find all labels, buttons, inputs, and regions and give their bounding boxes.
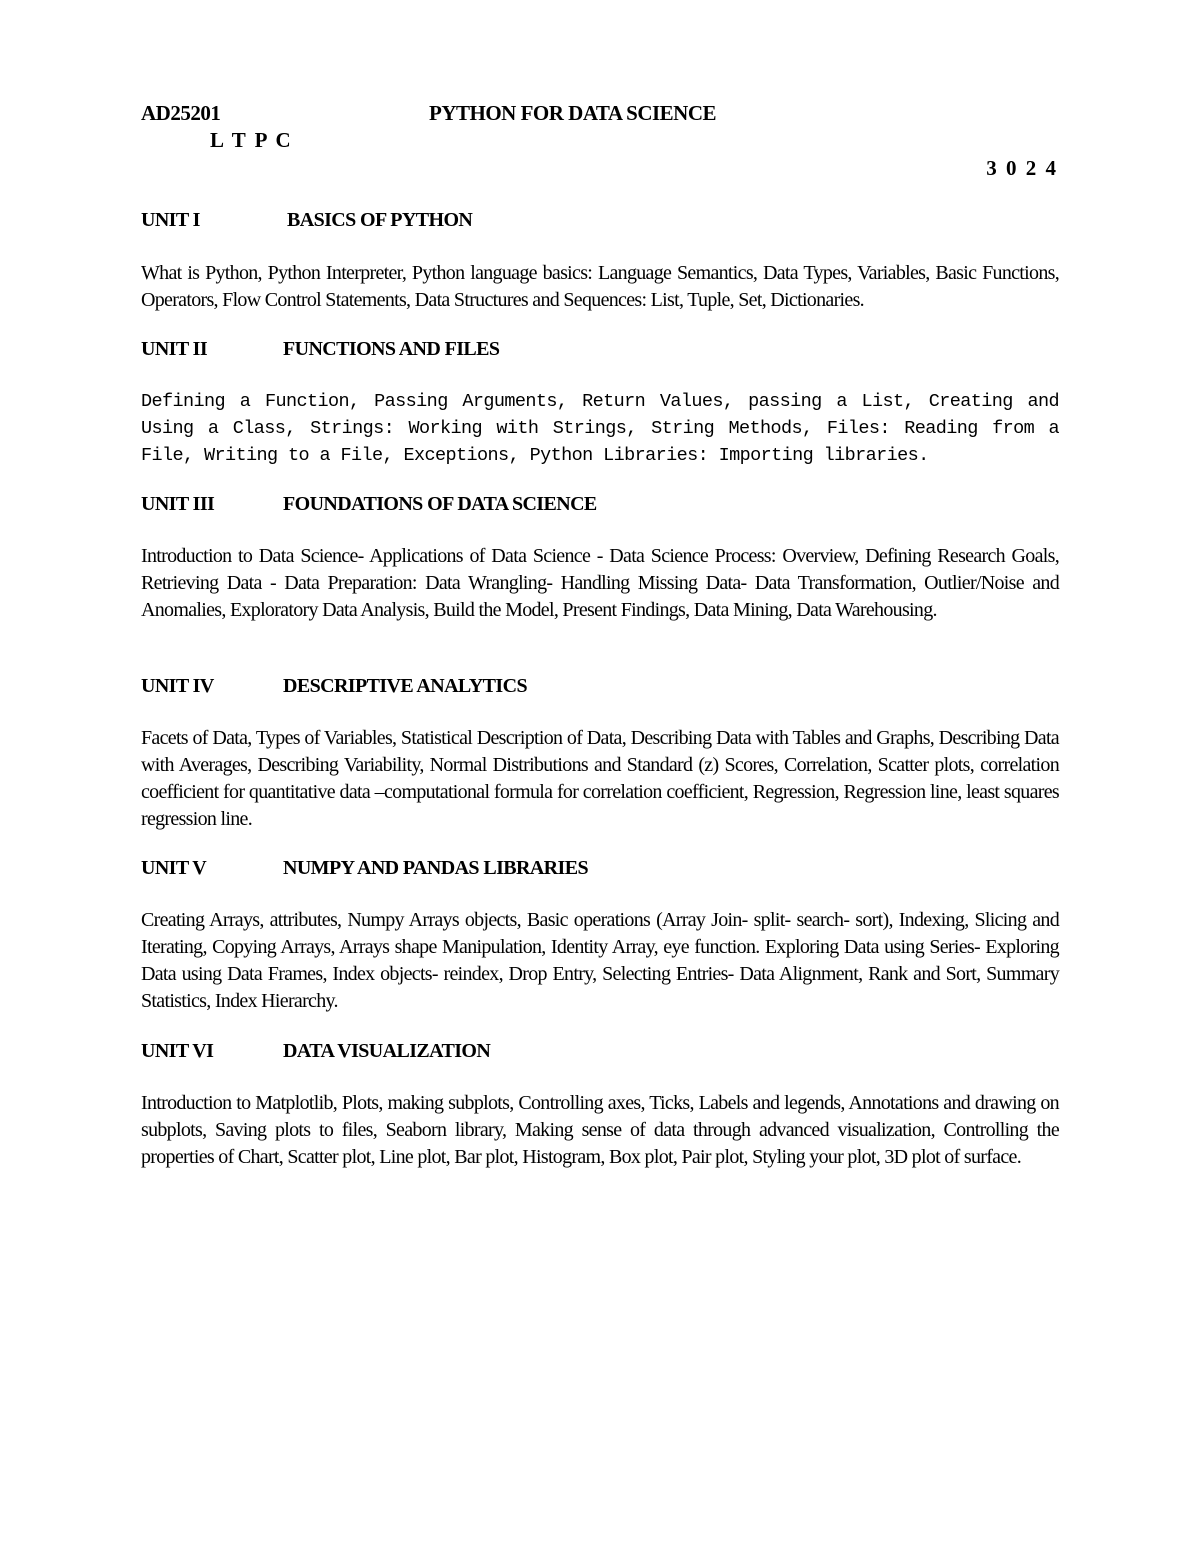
unit-1-content: What is Python, Python Interpreter, Python language basics: Language Semantics, Data Types, Variables, Basic Functions, Operators, Flow Control Statements, Data Structures and Sequences: List, Tuple, Set, Dictionaries. bbox=[141, 262, 1059, 311]
unit-3-heading bbox=[141, 493, 597, 516]
unit-2-content: Defining a Function, Passing Arguments, Return Values, passing a List, Creating and Using a Class, Strings: Working with Strings, String Methods, Files: Reading from a File, Writing to a File, Exceptions, Python Libraries: Importing libraries. bbox=[141, 391, 1059, 466]
unit-4-title: DESCRIPTIVE ANALYTICS bbox=[283, 675, 527, 697]
unit-2-heading bbox=[141, 338, 499, 361]
course-code: AD25201 bbox=[141, 101, 221, 125]
unit-3-content: Introduction to Data Science- Applications of Data Science - Data Science Process: Overview, Defining Research Goals, Retrieving Data - Data Preparation: Data Wrangling- Handling Missing Data- Data Transformation, Outlier/Noise and Anomalies, Exploratory Data Analysis, Build the Model, Present Findings, Data Mining, Data Warehousing. bbox=[141, 545, 1059, 621]
unit-2-number: UNIT II bbox=[141, 338, 208, 360]
unit-3-number: UNIT III bbox=[141, 493, 215, 515]
ltpc-label: L T P C bbox=[210, 128, 293, 152]
unit-6-number: UNIT VI bbox=[141, 1040, 214, 1062]
unit-5-heading bbox=[141, 857, 588, 880]
ltpc-values: 3 0 2 4 bbox=[986, 156, 1058, 180]
unit-4-content: Facets of Data, Types of Variables, Statistical Description of Data, Describing Data with Tables and Graphs, Describing Data with Averages, Describing Variability, Normal Distributions and Standard (z) Scores, Correlation, Scatter plots, correlation coefficient for quantitative data –computational formula for correlation coefficient, Regression, Regression line, least squares regression line. bbox=[141, 727, 1059, 830]
unit-5-content: Creating Arrays, attributes, Numpy Arrays objects, Basic operations (Array Join- split- search- sort), Indexing, Slicing and Iterating, Copying Arrays, Arrays shape Manipulation, Identity Array, eye function. Exploring Data using Series- Exploring Data using Data Frames, Index objects- reindex, Drop Entry, Selecting Entries- Data Alignment, Rank and Sort, Summary Statistics, Index Hierarchy. bbox=[141, 909, 1059, 1012]
unit-6-heading bbox=[141, 1040, 490, 1063]
unit-1-number: UNIT I bbox=[141, 209, 200, 231]
unit-3-title: FOUNDATIONS OF DATA SCIENCE bbox=[283, 493, 597, 515]
course-title: PYTHON FOR DATA SCIENCE bbox=[429, 101, 717, 125]
unit-4-heading bbox=[141, 675, 527, 698]
unit-1-title: BASICS OF PYTHON bbox=[287, 209, 473, 231]
unit-1-heading bbox=[141, 209, 472, 232]
unit-2-title: FUNCTIONS AND FILES bbox=[283, 338, 500, 360]
unit-5-number: UNIT V bbox=[141, 857, 207, 879]
unit-6-content: Introduction to Matplotlib, Plots, making subplots, Controlling axes, Ticks, Labels and legends, Annotations and drawing on subplots, Saving plots to files, Seaborn library, Making sense of data through advanced visualization, Controlling the properties of Chart, Scatter plot, Line plot, Bar plot, Histogram, Box plot, Pair plot, Styling your plot, 3D plot of surface. bbox=[141, 1092, 1059, 1168]
unit-6-title: DATA VISUALIZATION bbox=[283, 1040, 491, 1062]
unit-4-number: UNIT IV bbox=[141, 675, 214, 697]
unit-5-title: NUMPY AND PANDAS LIBRARIES bbox=[283, 857, 588, 879]
